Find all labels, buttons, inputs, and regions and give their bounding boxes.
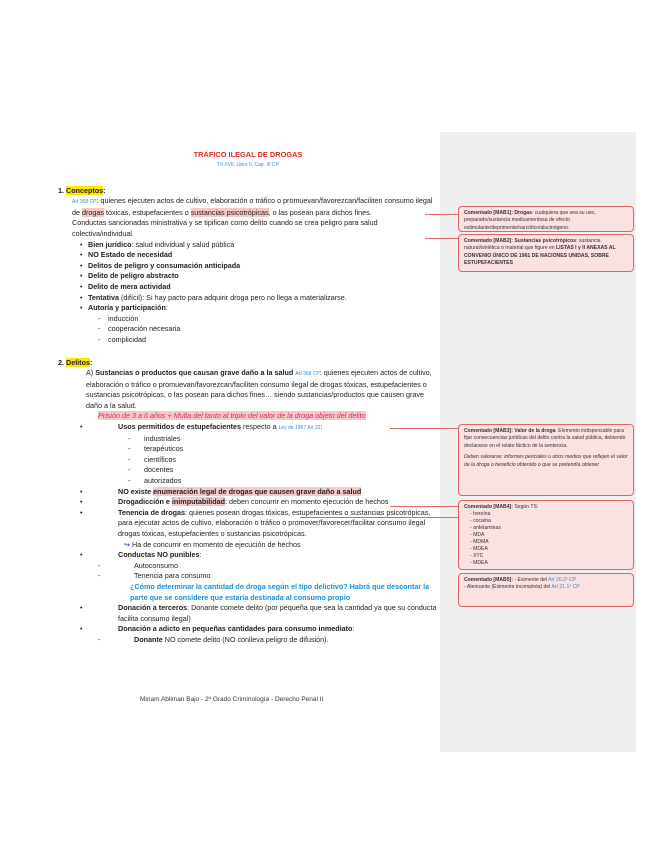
document-title: TRÁFICO ILEGAL DE DROGAS (193, 150, 303, 159)
comment-connector (390, 428, 458, 429)
list-item: • Tentativa (difícil): Si hay pacto para adquirir droga pero no llega a materializarse. (58, 293, 438, 304)
list-item: - anfetaminas (470, 525, 501, 532)
comment-1[interactable]: Comentado [MAB1]: Drogas: cualquiera que sea su uso, preparado/sustancia medicamentosa de efecto estimulante/deprimente/narcótico/alucinógeno. (458, 206, 634, 232)
comment-connector (390, 506, 458, 507)
arrow-icon: ↪ (124, 539, 131, 549)
list-item: • NO existe enumeración legal de drogas que causen grave daño a salud (58, 487, 438, 498)
sub-list-item: - autorizados (58, 476, 438, 487)
pena-line[interactable] (58, 411, 438, 422)
comment-5[interactable]: Comentado [MAB5]: - Eximente del Art 20.2º CP - Atenuante (Eximente incompleta) del Art 21.1º CP (458, 573, 634, 607)
list-item: • Tenencia de drogas: quienes posean drogas tóxicas, estupefacientes o sustancias psicotrópicas, para ejecutar actos de cultivo, elaboración o tráfico o promover/favorecer/facilitar consumo ilegal drogas tóxicas, estupefacientes o sustancias psicotrópicas. (58, 508, 438, 540)
document-subtitle: Tít XVII, Libro II, Cap. III CP (217, 161, 279, 168)
comment-anchor-pena[interactable]: Prisión de 3 a 6 años + Multa del tanto al triplo del valor de la droga objeto del delito (98, 411, 366, 421)
arrow-note: ↪ Ha de concurrir en momento de ejecución de hechos (124, 539, 301, 549)
sub-list-item: - docentes (58, 465, 438, 476)
section-2-heading: 2. Delitos: (58, 357, 93, 367)
list-item: • Usos permitidos de estupefacientes respecto a Ley de 1967 Art 22: (58, 422, 438, 434)
question-note: ¿Cómo determinar la cantidad de droga según el tipo delictivo? Habrá que descontar la parte que se considere que estaría destinada al consumo propio (130, 581, 430, 602)
comment-3[interactable]: Comentado [MAB3]: Valor de la droga: Elemento indispensable para fijar consecuencias jurídicas del delito contra la salud pública, debiendo declararse en el relato fáctico de la sentencia. Deben valorarse: informes periciales u otros medios que reflejen el valor de la droga o beneficio obtenido o que se pretendía obtener (458, 424, 634, 496)
list-item: • Bien jurídico: salud individual y salud pública (58, 240, 438, 251)
section-1-bullets (58, 240, 438, 346)
sub-list-item: - industriales (58, 434, 438, 445)
subsection-a: A) Sustancias o productos que causan grave daño a la salud Art 368 CP: quienes ejecuten actos de cultivo, elaboración o tráfico o promuevan/favorezcan/faciliten consumo ilegal de drogas tóxicas, estupefacientes o sustancias psicotrópicas, o las posean para dichos fines… siendo sustancias/productos que causen grave daño a la salud. (86, 368, 432, 410)
list-item: - cocaína (470, 518, 491, 525)
comment-anchor-inimputabilidad[interactable]: inimputabilidad (171, 497, 226, 507)
list-item: - MDEA (470, 546, 488, 553)
list-item: • Drogadicción e inimputabilidad: deben concurrir en momento ejecución de hechos (58, 497, 438, 508)
sub-list-item: - científicos (58, 455, 438, 466)
document-footer: Miriam Abliman Bajo - 2º Grado Criminología - Derecho Penal II (140, 696, 324, 703)
section-1-heading: 1. Conceptos: (58, 185, 106, 195)
sub-list-item: - complicidad (58, 335, 438, 346)
section-2-label: Delitos (66, 357, 90, 367)
list-item: • Autoría y participación: (58, 303, 438, 314)
sub-list-item: - inducción (58, 314, 438, 325)
list-item: • NO Estado de necesidad (58, 250, 438, 261)
comment-connector (300, 517, 458, 518)
comment-2[interactable]: Comentado [MAB2]: Sustancias psicotrópicos: sustancia natural/sintética o material que figure en LISTAS I y II ANEXAS AL CONVENIO ÚNICO DE 1961 DE NACIONES UNIDAS, SOBRE ESTUPEFACIENTES (458, 234, 634, 272)
list-item: • Donación a terceros: Donante comete delito (por pequeña que sea la cantidad ya que su conducta facilita consumo ilegal) (58, 603, 438, 624)
sub-list-item: - Autoconsumo (58, 561, 438, 572)
list-item: - XTC (470, 553, 484, 560)
list-item: • Delito de mera actividad (58, 282, 438, 293)
list-item: - MDEA (470, 560, 488, 567)
sub-list-item: - cooperación necesaria (58, 324, 438, 335)
comment-anchor-drogas[interactable]: drogas (82, 207, 104, 217)
list-item: • Donación a adicto en pequeñas cantidades para consumo inmediato: (58, 624, 438, 635)
comment-connector (425, 214, 458, 215)
sub-list-item: - terapéuticos (58, 444, 438, 455)
sub-list-item: - Donante NO comete delito (NO conlleva peligro de difusión). (58, 635, 438, 646)
comment-anchor-sustancias[interactable]: sustancias psicotrópicas (190, 207, 269, 217)
list-item: - MDMA (470, 539, 489, 546)
comment-connector (425, 238, 458, 239)
document-body (58, 150, 438, 646)
section-2-bullets (58, 422, 438, 645)
list-item: • Conductas NO punibles: (58, 550, 438, 561)
comment-4[interactable]: Comentado [MAB4]: Según TS: - heroína - cocaína - anfetaminas - MDA - MDMA - MDEA - XTC - MDEA (458, 500, 634, 570)
sub-list-item: - Tenencia para consumo (58, 571, 438, 582)
comment-anchor-enumeracion[interactable]: enumeración legal de drogas que causen grave daño a salud (153, 486, 362, 496)
section-1-paragraph: Art 368 CP: quienes ejecuten actos de cultivo, elaboración o tráfico o promuevan/favorezcan/faciliten consumo ilegal de drogas tóxicas, estupefacientes o sustancias psicotrópicas, o las posean para dichos fines. (72, 196, 433, 217)
list-item: - MDA (470, 532, 485, 539)
section-1-paragraph-2: Conductas sancionadas ministrativa y se tipifican como delito cuando se crea peligro para salud colectiva/individual. (72, 218, 378, 238)
list-item: • Delito de peligro abstracto (58, 271, 438, 282)
list-item: • Delitos de peligro y consumación anticipada (58, 261, 438, 272)
list-item: - heroína (470, 511, 491, 518)
section-1-label: Conceptos (66, 185, 104, 195)
